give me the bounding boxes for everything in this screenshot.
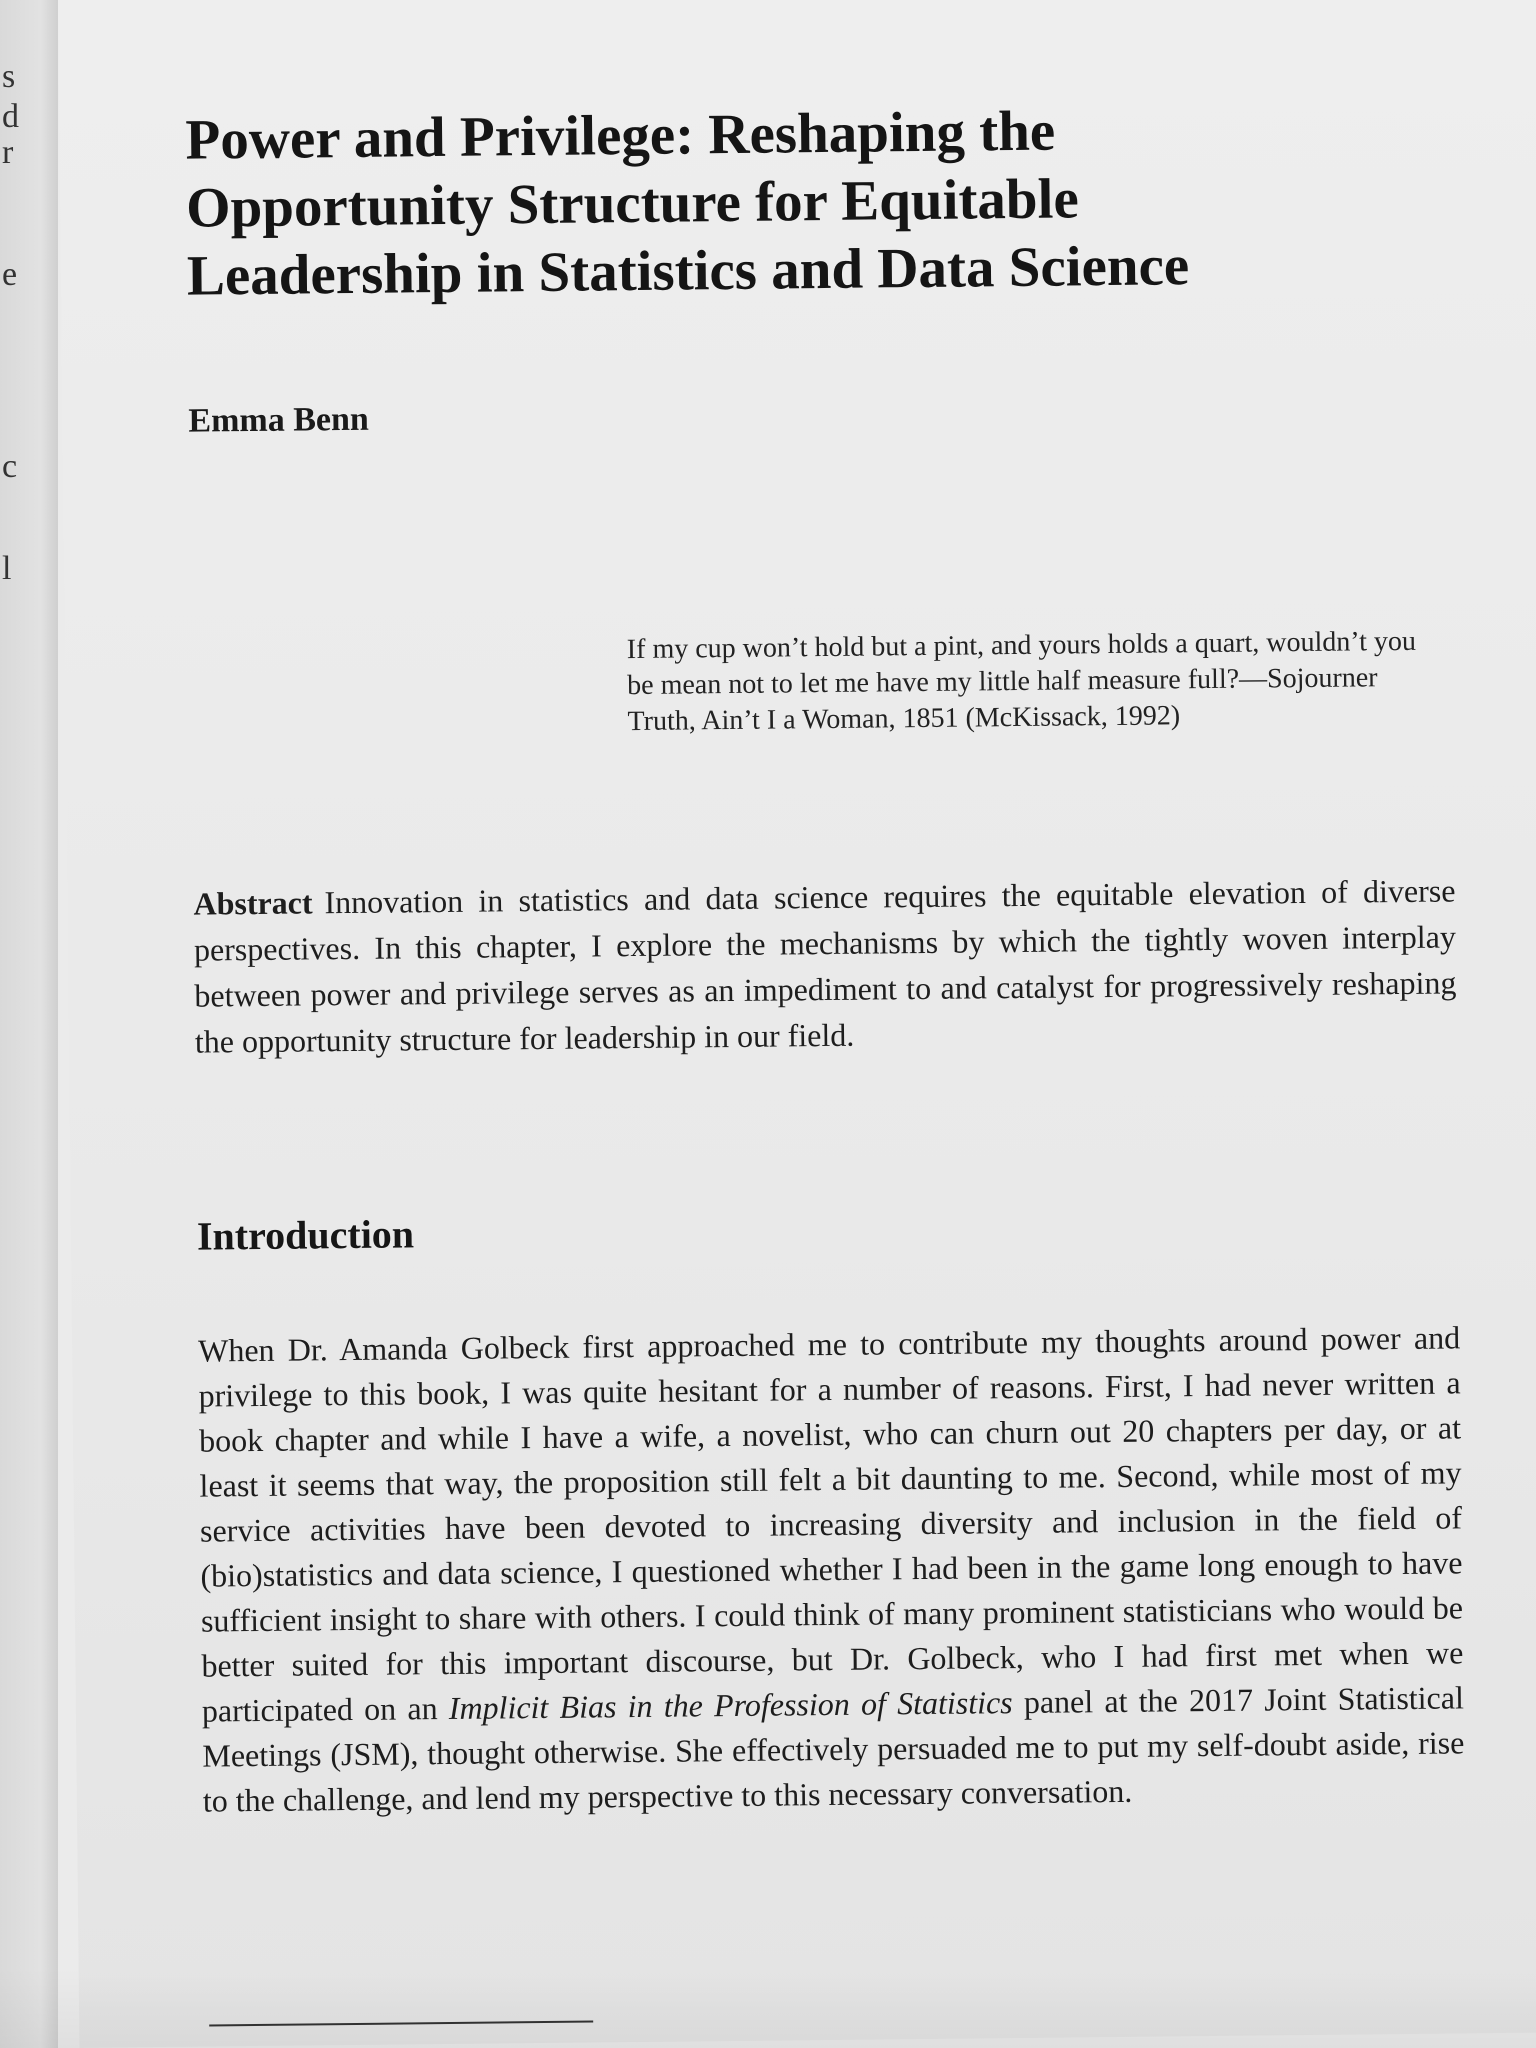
margin-letter: s	[2, 58, 16, 95]
book-page	[58, 0, 1536, 2048]
margin-letter: e	[2, 256, 18, 293]
margin-letter: d	[2, 98, 19, 135]
section-heading-introduction: Introduction	[196, 1211, 415, 1259]
epigraph-quote: If my cup won’t hold but a pint, and yours holds a quart, wouldn’t you be mean not to let me have my little half measure full?—Sojourner Truth, Ain’t I a Woman, 1851 (McKissack, 1992)	[626, 625, 1417, 738]
introduction-paragraph	[198, 1315, 1465, 1823]
margin-letter: l	[2, 550, 12, 587]
previous-page-edge	[0, 0, 58, 2048]
footnote-divider	[209, 2021, 593, 2027]
abstract	[193, 867, 1457, 1064]
margin-letter: c	[2, 448, 18, 485]
margin-letter: r	[2, 134, 14, 171]
panel-title-italic: Implicit Bias in the Profession of Statistics	[448, 1684, 1013, 1727]
abstract-label: Abstract	[193, 884, 313, 922]
introduction-text-part-2: panel at the 2017 Joint Statistical Meetings (JSM), thought otherwise. She effectively persuaded me to put my self-doubt aside, rise to the challenge, and lend my perspective to this necessary conversation.	[202, 1679, 1465, 1819]
abstract-text: Innovation in statistics and data science requires the equitable elevation of diverse perspectives. In this chapter, I explore the mechanisms by which the tightly woven interplay between power and privilege serves as an impediment to and catalyst for progressively reshaping the opportunity structure for leadership in our field.	[193, 872, 1457, 1060]
chapter-author: Emma Benn	[188, 400, 370, 440]
introduction-text-part-1: When Dr. Amanda Golbeck first approached me to contribute my thoughts around power and privilege to this book, I was quite hesitant for a number of reasons. First, I had never written a book chapter and while I have a wife, a novelist, who can churn out 20 chapters per day, or at least it seems that way, the proposition still felt a bit daunting to me. Second, while most of my service activities have been devoted to increasing diversity and inclusion in the field of (bio)statistics and data science, I questioned whether I had been in the game long enough to have sufficient insight to share with others. I could think of many prominent statisticians who would be better suited for this important discourse, but Dr. Golbeck, who I had first met when we participated on an	[197, 1319, 1464, 1729]
chapter-title: Power and Privilege: Reshaping the Opportunity Structure for Equitable Leadership in Statistics and Data Science	[185, 99, 1190, 308]
